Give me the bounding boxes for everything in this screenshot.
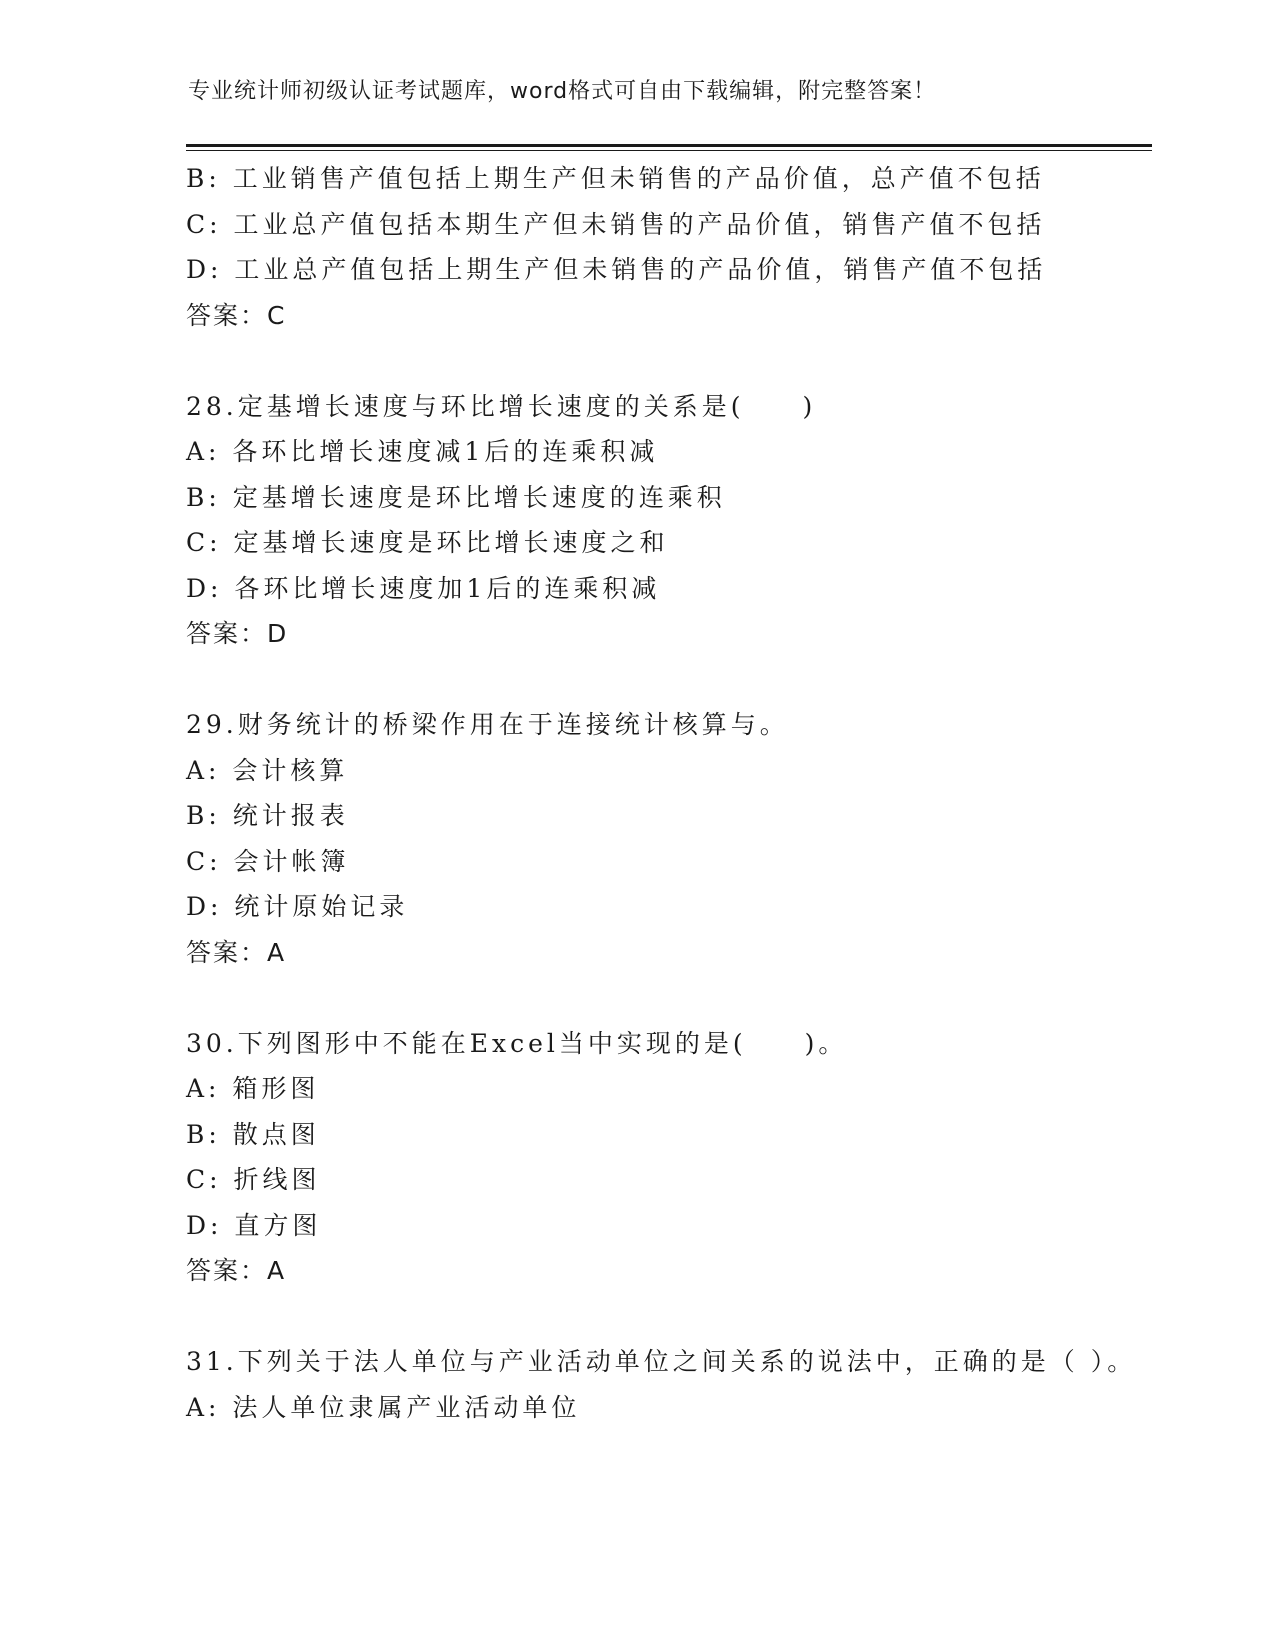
option-c: C: 工业总产值包括本期生产但未销售的产品价值，销售产值不包括 xyxy=(186,209,1046,239)
option-b: B: 统计报表 xyxy=(186,801,349,830)
option-a: A: 各环比增长速度减1后的连乘积减 xyxy=(186,437,659,466)
option-d: D: 直方图 xyxy=(186,1210,322,1240)
option-b: B: 工业销售产值包括上期生产但未销售的产品价值，总产值不包括 xyxy=(186,164,1045,193)
option-c: C: 会计帐簿 xyxy=(186,846,350,876)
answer: 答案：A xyxy=(186,1256,287,1285)
option-b: B: 散点图 xyxy=(186,1119,320,1149)
page-header: 专业统计师初级认证考试题库，word格式可自由下载编辑，附完整答案！ xyxy=(188,79,937,104)
question-stem: 28.定基增长速度与环比增长速度的关系是( ) xyxy=(186,391,817,421)
option-c: C: 折线图 xyxy=(186,1165,321,1194)
question-stem: 31.下列关于法人单位与产业活动单位之间关系的说法中，正确的是（ ）。 xyxy=(186,1347,1137,1376)
option-c: C: 定基增长速度是环比增长速度之和 xyxy=(186,528,669,557)
option-d: D: 各环比增长速度加1后的连乘积减 xyxy=(186,573,661,603)
option-a: A: 箱形图 xyxy=(186,1074,320,1103)
option-b: B: 定基增长速度是环比增长速度的连乘积 xyxy=(186,482,726,512)
option-d: D: 统计原始记录 xyxy=(186,892,409,921)
answer: 答案：A xyxy=(186,937,287,967)
option-a: A: 会计核算 xyxy=(186,755,349,785)
option-a: A: 法人单位隶属产业活动单位 xyxy=(186,1392,581,1422)
answer: 答案：D xyxy=(186,619,289,648)
question-stem: 30.下列图形中不能在Excel当中实现的是( )。 xyxy=(186,1028,848,1058)
header-rule-thick xyxy=(186,144,1152,147)
question-list xyxy=(186,156,1146,1430)
question-stem: 29.财务统计的桥梁作用在于连接统计核算与。 xyxy=(186,710,789,739)
answer: 答案：C xyxy=(186,300,287,330)
option-d: D: 工业总产值包括上期生产但未销售的产品价值，销售产值不包括 xyxy=(186,255,1047,284)
header-rule-thin xyxy=(186,150,1152,151)
